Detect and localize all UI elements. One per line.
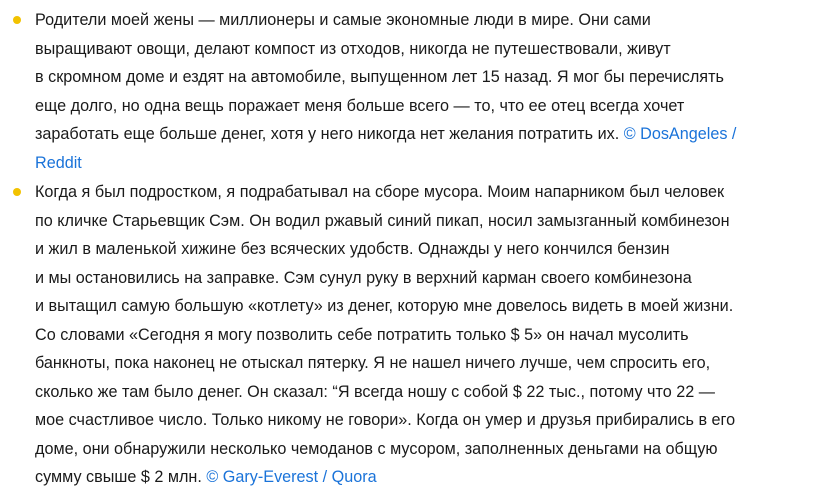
- text-line: доме, они обнаружили несколько чемоданов с мусором, заполненных деньгами на общую: [35, 439, 718, 458]
- text-line: сумму свыше $ 2 млн.: [35, 468, 202, 486]
- bullet-dot-icon: [13, 16, 21, 24]
- text-line: выращивают овощи, делают компост из отходов, никогда не путешествовали, живут: [35, 39, 671, 58]
- text-line: и мы остановились на заправке. Сэм сунул руку в верхний карман своего комбинезона: [35, 268, 692, 287]
- text-line: по кличке Старьевщик Сэм. Он водил ржавый синий пикап, носил замызганный комбинезон: [35, 211, 730, 230]
- text-line: в скромном доме и ездят на автомобиле, выпущенном лет 15 назад. Я мог бы перечислять: [35, 68, 724, 86]
- text-line: Родители моей жены — миллионеры и самые экономные люди в мире. Они сами: [35, 11, 651, 29]
- credit-line: [35, 149, 815, 178]
- credit-link-dosangeles[interactable]: © DosAngeles /: [623, 125, 737, 143]
- bullet-dot-icon: [13, 188, 21, 196]
- text-line: банкноты, пока наконец не отыскал пятерку. Я не нашел ничего лучше, чем спросить его,: [35, 354, 711, 372]
- text-line: мое счастливое число. Только никому не говори». Когда он умер и друзья прибирались в его: [35, 411, 736, 429]
- text-line: Когда я был подростком, я подрабатывал на сборе мусора. Моим напарником был человек: [35, 183, 725, 201]
- text-line-with-credit: [35, 120, 815, 149]
- text-line: и жил в маленькой хижине без всяческих удобств. Однажды у него кончился бензин: [35, 240, 670, 258]
- list-item: [13, 178, 815, 492]
- text-line: заработать еще больше денег, хотя у него никогда нет желания потратить их.: [35, 125, 620, 143]
- text-line: Со словами «Сегодня я могу позволить себе потратить только $ 5» он начал мусолить: [35, 325, 689, 344]
- list-item: [13, 6, 815, 177]
- credit-link-gary-everest[interactable]: © Gary-Everest / Quora: [206, 468, 377, 486]
- credit-link-reddit[interactable]: Reddit: [35, 153, 82, 172]
- text-line: сколько же там было денег. Он сказал: “Я всегда ношу с собой $ 22 тыс., потому что 22 —: [35, 382, 715, 401]
- text-line: и вытащил самую большую «котлету» из денег, которую мне довелось видеть в моей жизни.: [35, 297, 734, 315]
- text-line: еще долго, но одна вещь поражает меня больше всего — то, что ее отец всегда хочет: [35, 96, 685, 115]
- text-line-with-credit: [35, 463, 815, 492]
